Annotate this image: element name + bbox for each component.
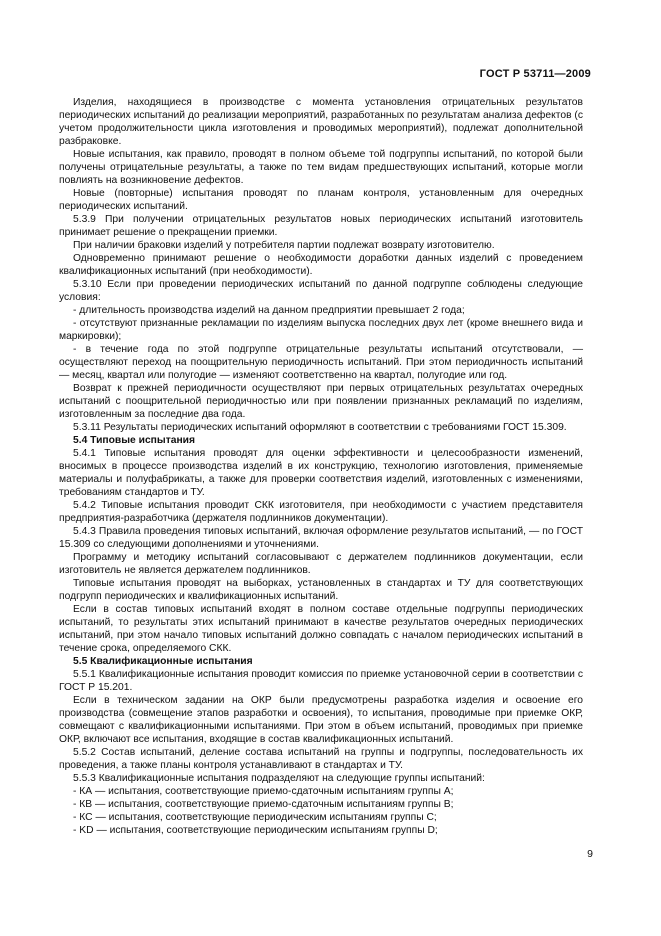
paragraph: 5.4.1 Типовые испытания проводят для оценки эффективности и целесообразности изменений, вносимых в процессе производства изделий в их конструкцию, технологию изготовления, применяемые материалы и полуфабрикаты, а также для проверки соответствия изделий, изготовленных с изменениями, требованиям стандартов и ТУ. xyxy=(59,448,583,498)
paragraph: Изделия, находящиеся в производстве с момента установления отрицательных результатов периодических испытаний до реализации мероприятий, разработанных по результатам анализа дефектов (с учетом продолжительности цикла изготовления и проводимых мероприятий), подлежат дополнительной разбраковке. xyxy=(59,97,583,147)
list-item: - в течение года по этой подгруппе отрицательные результаты испытаний отсутствовали, — осуществляют переход на поощрительную периодичность испытаний. При этом периодичность испытаний — месяц, квартал или полугодие — изменяют соответственно на квартал, полугодие или год. xyxy=(59,344,583,381)
list-item: - КВ — испытания, соответствующие приемо-сдаточным испытаниям группы В; xyxy=(73,799,454,810)
paragraph: Одновременно принимают решение о необходимости доработки данных изделий с проведением квалификационных испытаний (при необходимости). xyxy=(59,253,583,277)
paragraph: Если в техническом задании на ОКР были предусмотрены разработка изделия и освоение его производства (совмещение этапов разработки и освоения), то испытания, проводимые при приемке ОКР, совмещают с квалификационными испытаниями. При этом в объем испытаний, проводимых при приемке ОКР, включают все испытания, входящие в состав квалификационных испытаний. xyxy=(59,695,583,745)
list-item: - KD — испытания, соответствующие периодическим испытаниям группы D; xyxy=(73,825,438,836)
paragraph: 5.3.9 При получении отрицательных результатов новых периодических испытаний изготовитель принимает решение о прекращении приемки. xyxy=(59,214,583,238)
paragraph: Если в состав типовых испытаний входят в полном составе отдельные подгруппы периодических испытаний, то результаты этих испытаний принимают в качестве результатов очередных периодических испытаний, при этом начало типовых испытаний должно совпадать с началом периодических испытаний в течение срока, определяемого СКК. xyxy=(59,604,583,654)
document-body xyxy=(59,96,583,837)
paragraph: Программу и методику испытаний согласовывают с держателем подлинников документации, если изготовитель не является держателем подлинников. xyxy=(59,552,583,576)
section-heading: 5.5 Квалификационные испытания xyxy=(73,656,253,667)
page-number: 9 xyxy=(587,848,593,860)
paragraph: Типовые испытания проводят на выборках, установленных в стандартах и ТУ для соответствующих подгрупп периодических и квалификационных испытаний. xyxy=(59,578,583,602)
paragraph: 5.4.3 Правила проведения типовых испытаний, включая оформление результатов испытаний, — по ГОСТ 15.309 со следующими дополнениями и уточнениями. xyxy=(59,526,583,550)
paragraph: При наличии браковки изделий у потребителя партии подлежат возврату изготовителю. xyxy=(73,240,495,251)
paragraph: 5.5.2 Состав испытаний, деление состава испытаний на группы и подгруппы, последовательность их проведения, а также планы контроля устанавливают в стандартах и ТУ. xyxy=(59,747,583,771)
paragraph: 5.5.1 Квалификационные испытания проводит комиссия по приемке установочной серии в соответствии с ГОСТ Р 15.201. xyxy=(59,669,583,693)
paragraph: 5.3.11 Результаты периодических испытаний оформляют в соответствии с требованиями ГОСТ 15.309. xyxy=(73,422,567,433)
paragraph: 5.4.2 Типовые испытания проводит СКК изготовителя, при необходимости с участием представителя предприятия-разработчика (держателя подлинников документации). xyxy=(59,500,583,524)
paragraph: 5.5.3 Квалификационные испытания подразделяют на следующие группы испытаний: xyxy=(73,773,485,784)
list-item: - КА — испытания, соответствующие приемо-сдаточным испытаниям группы А; xyxy=(73,786,454,797)
document-header: ГОСТ Р 53711—2009 xyxy=(479,68,591,80)
section-heading: 5.4 Типовые испытания xyxy=(73,435,196,446)
paragraph: 5.3.10 Если при проведении периодических испытаний по данной подгруппе соблюдены следующие условия: xyxy=(59,279,583,303)
paragraph: Новые (повторные) испытания проводят по планам контроля, установленным для очередных периодических испытаний. xyxy=(59,188,583,212)
paragraph: Новые испытания, как правило, проводят в полном объеме той подгруппы испытаний, по которой были получены отрицательные результаты, а также по тем видам предшествующих испытаний, которые могли повлиять на возникновение дефектов. xyxy=(59,149,583,186)
paragraph: Возврат к прежней периодичности осуществляют при первых отрицательных результатах очередных испытаний с поощрительной периодичностью или при появлении признанных рекламаций по изделиям, изготовленным за последние два года. xyxy=(59,383,583,420)
list-item: - отсутствуют признанные рекламации по изделиям выпуска последних двух лет (кроме внешнего вида и маркировки); xyxy=(59,318,583,342)
list-item: - длительность производства изделий на данном предприятии превышает 2 года; xyxy=(73,305,465,316)
list-item: - КС — испытания, соответствующие периодическим испытаниям группы С; xyxy=(73,812,437,823)
